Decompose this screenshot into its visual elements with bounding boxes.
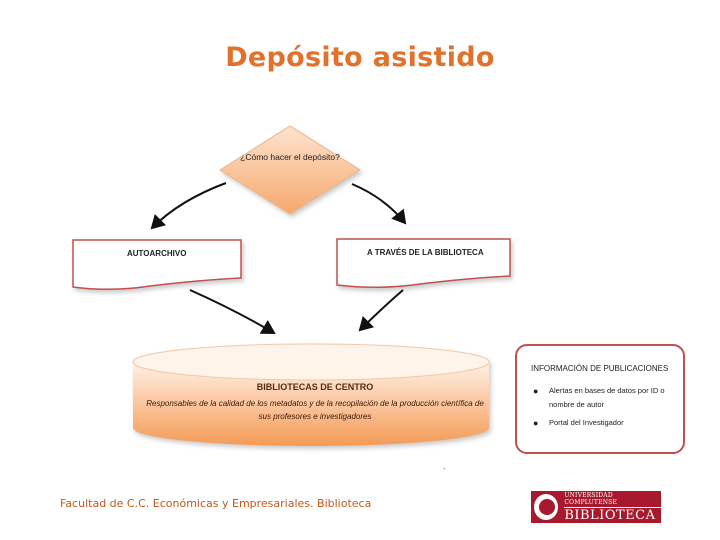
logo-text: [564, 492, 661, 523]
info-item-text: Portal del Investigador: [549, 418, 624, 427]
cylinder-description: Responsables de la calidad de los metadatos y de la recopilación de la producción científica de sus profesores e investigadores: [146, 399, 484, 421]
cylinder-title: BIBLIOTECAS DE CENTRO: [256, 382, 374, 392]
arrow-biblioteca-to-centro: [360, 290, 403, 330]
arrow-to-autoarchivo: [152, 183, 226, 228]
slide-title: Depósito asistido: [225, 42, 495, 73]
arrow-autoarchivo-to-centro: [190, 290, 274, 333]
bullet-icon: ●: [533, 386, 539, 396]
info-title: INFORMACIÓN DE PUBLICACIONES: [531, 364, 669, 373]
logo-university: UNIVERSIDAD COMPLUTENSE: [564, 492, 661, 508]
autoarchivo-label: AUTOARCHIVO: [127, 249, 187, 258]
decision-text: ¿Cómo hacer el depósito?: [240, 152, 340, 162]
info-item: [527, 384, 677, 412]
dash-mark: -: [443, 464, 446, 473]
logo-biblioteca: BIBLIOTECA: [564, 507, 656, 523]
centro-cylinder: [133, 344, 489, 446]
info-item: [527, 416, 677, 430]
biblioteca-box: [337, 239, 510, 287]
library-logo: [531, 491, 661, 523]
decision-diamond: [220, 126, 360, 214]
info-list: [527, 384, 677, 434]
arrow-to-biblioteca: [352, 184, 405, 223]
autoarchivo-box: [73, 240, 241, 289]
footer-text: Facultad de C.C. Económicas y Empresariales. Biblioteca: [60, 497, 372, 510]
university-seal-icon: [534, 494, 558, 520]
info-item-text: Alertas en bases de datos por ID o nombre de autor: [549, 386, 665, 409]
publications-info-box: [515, 344, 685, 454]
biblioteca-label: A TRAVÉS DE LA BIBLIOTECA: [367, 248, 484, 257]
bullet-icon: ●: [533, 418, 539, 428]
